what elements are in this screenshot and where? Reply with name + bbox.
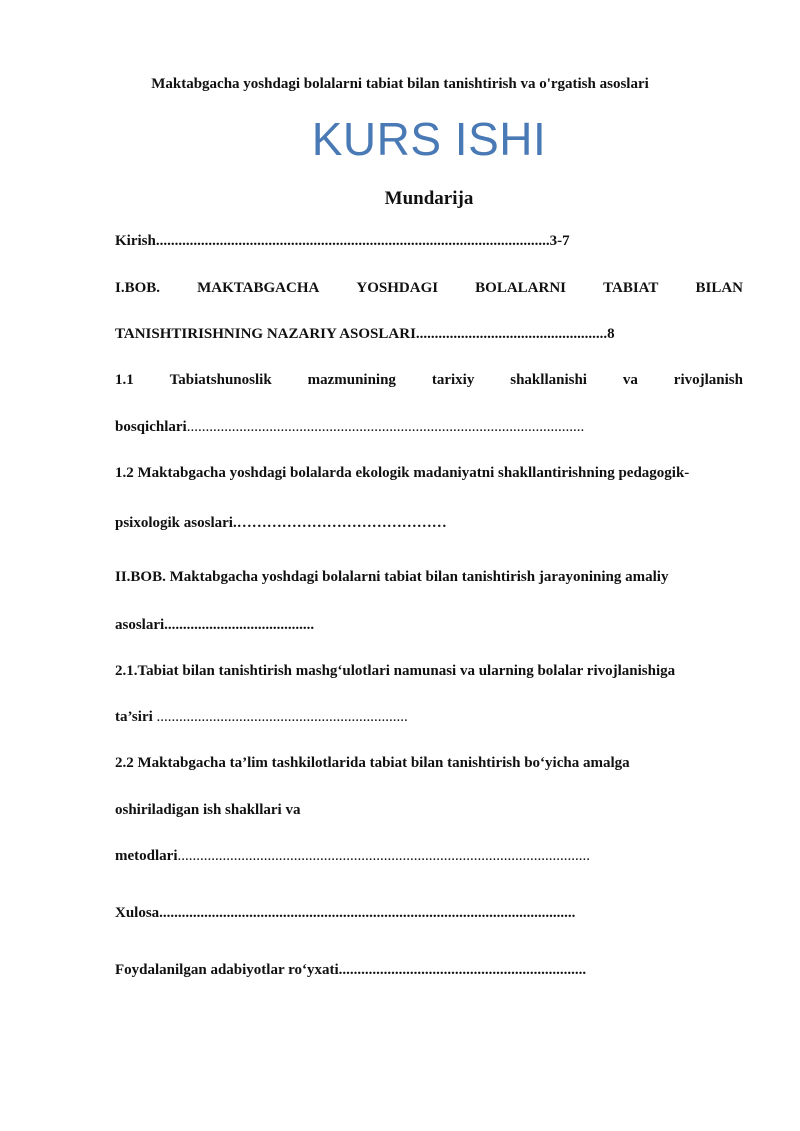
toc-entry-1-1-line2[interactable] bbox=[115, 419, 743, 436]
toc-word: BOLALARNI bbox=[475, 280, 567, 296]
toc-entry-bob1-line2[interactable]: TANISHTIRISHNING NAZARIY ASOSLARI...................................................8 bbox=[115, 326, 615, 342]
toc-word: tarixiy bbox=[431, 372, 475, 388]
toc-entry-bob1-line1[interactable] bbox=[115, 280, 743, 297]
toc-dot-leader: .............................................................................................................. bbox=[177, 848, 590, 864]
toc-entry-2-2-line3[interactable] bbox=[115, 848, 743, 865]
toc-word: BILAN bbox=[695, 280, 743, 296]
toc-entry-bob2-line1[interactable]: II.BOB. Maktabgacha yoshdagi bolalarni tabiat bilan tanishtirish jarayonining amaliy bbox=[115, 569, 669, 585]
toc-entry-text: bosqichlari bbox=[115, 419, 187, 435]
toc-entry-1-2-line1[interactable]: 1.2 Maktabgacha yoshdagi bolalarda ekologik madaniyatni shakllantirishning pedagogik- bbox=[115, 465, 690, 481]
toc-word: TABIAT bbox=[603, 280, 659, 296]
toc-entry-2-2-line2[interactable]: oshiriladigan ish shakllari va bbox=[115, 802, 301, 818]
toc-entry-2-1-line1[interactable]: 2.1.Tabiat bilan tanishtirish mashg‘ulotlari namunasi va ularning bolalar rivojlanishiga bbox=[115, 663, 676, 679]
document-title: KURS ISHI bbox=[311, 113, 547, 165]
toc-entry-2-1-line2[interactable] bbox=[115, 709, 743, 726]
toc-word: I.BOB. bbox=[115, 280, 161, 296]
toc-dot-leader: .......................................................................................................... bbox=[186, 419, 585, 435]
toc-word: shakllanishi bbox=[510, 372, 587, 388]
toc-entry-1-2-line2[interactable]: psixologik asoslari.…………………………………… bbox=[115, 515, 447, 531]
toc-entry-text: ta’siri bbox=[115, 709, 153, 725]
toc-dot-leader: ................................................................... bbox=[152, 709, 408, 725]
toc-entry-text: metodlari bbox=[115, 848, 178, 864]
toc-entry-1-1-line1[interactable] bbox=[115, 372, 743, 389]
toc-word: YOSHDAGI bbox=[356, 280, 439, 296]
toc-word: rivojlanish bbox=[673, 372, 743, 388]
toc-entry-2-2-line1[interactable]: 2.2 Maktabgacha ta’lim tashkilotlarida tabiat bilan tanishtirish bo‘yicha amalga bbox=[115, 755, 630, 771]
contents-heading: Mundarija bbox=[384, 188, 474, 209]
document-subtitle: Maktabgacha yoshdagi bolalarni tabiat bilan tanishtirish va o'rgatish asoslari bbox=[151, 76, 649, 92]
toc-entry-xulosa[interactable]: Xulosa............................................................................................................... bbox=[115, 905, 576, 921]
toc-entry-kirish[interactable]: Kirish.........................................................................................................3-7 bbox=[115, 233, 570, 249]
toc-word: 1.1 bbox=[115, 372, 134, 388]
toc-word: mazmunining bbox=[307, 372, 396, 388]
toc-word: Tabiatshunoslik bbox=[169, 372, 272, 388]
toc-word: MAKTABGACHA bbox=[197, 280, 320, 296]
toc-word: va bbox=[622, 372, 638, 388]
toc-entry-adabiyotlar[interactable]: Foydalanilgan adabiyotlar ro‘yxati.................................................................. bbox=[115, 962, 587, 978]
toc-entry-bob2-line2[interactable]: asoslari........................................ bbox=[115, 617, 315, 633]
